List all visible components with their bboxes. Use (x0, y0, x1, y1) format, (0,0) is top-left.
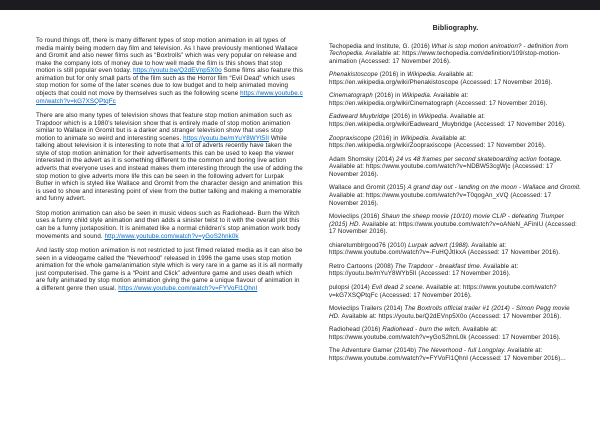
text-run: The Neverhood - full Longplay. (417, 347, 506, 355)
bibliography-column (329, 25, 582, 369)
bibliography-entry (329, 71, 582, 86)
bibliography-entry (329, 263, 582, 278)
text-run: Lurpak advert (1988). (408, 241, 470, 249)
essay-paragraph (36, 37, 303, 105)
text-run: Retro Cartoons (2008) (328, 262, 395, 270)
text-run: While talking about television it is interesting to note that a lot of adverts recently have taken the style of stop motion animation for their advertisements this can be used to keep the viewer interested in the advert as it is something different to the common and boring live action adverts that everyone uses and instead makes them interesting through the use of adding the stop motion to give adverts more life this can be seen in the following advert for Lurpak Butter in which is styled like Wallace and Gromit from the character design and animation this is used to show and interesting point of view from the butter talking and making a memorable and funny advert. (36, 134, 303, 203)
text-run: (2016) in (377, 71, 408, 79)
text-run: Zoopraxiscope (328, 134, 372, 142)
text-run: Available at: https://youtu.be/mYuY8WYb5II (Accessed: 17 November 2016). (328, 262, 519, 278)
bibliography-entry (329, 156, 582, 179)
text-run: Wikipedia (418, 113, 447, 121)
hyperlink[interactable]: http://www.youtube.com/watch?v=yGoS2hnk0k (104, 232, 239, 240)
document-page (0, 10, 600, 369)
text-run: Shaun the sheep movie (10/10) movie CLIP - defeating Trumper (2015) HD. (328, 213, 564, 228)
text-run: Available at: https://www.youtube.com/watch?v=oANeN_AFinIU (Accessed: 17 November 2016). (328, 220, 577, 236)
essay-column (36, 25, 303, 369)
essay-paragraph (36, 210, 303, 240)
bibliography-entry (329, 326, 582, 341)
text-run: Radiohead (2016) (328, 326, 383, 334)
bibliography-entry (329, 43, 582, 66)
text-run: (2016) in (371, 134, 401, 142)
bibliography-entry (329, 184, 582, 207)
text-run: The Adventure Gamer (2014b) (328, 347, 418, 355)
bibliography-entry (329, 305, 582, 320)
bibliography-entry (329, 135, 582, 150)
text-run: Wikipedia (400, 134, 429, 142)
essay-paragraph (36, 112, 303, 203)
text-run: The Trapdoor - breakfast time. (394, 262, 482, 270)
hyperlink[interactable]: https://www.youtube.com/watch?v=FYVoFl1QhnI (118, 284, 258, 292)
bibliography-entry (329, 347, 582, 362)
text-run: Wikipedia (407, 71, 435, 79)
text-run: . Available at: https://en.wikipedia.org/wiki/Eadweard_Muybridge (Accessed: 17 November 2016). (328, 113, 567, 129)
text-run: . Available at: https://en.wikipedia.org/wiki/Zoopraxiscope (Accessed: 17 November 2016). (328, 134, 546, 150)
text-run: Some films also feature this animation but for only small parts of the film such as the Horror film “Evil Dead” which uses stop motion for some of the later scenes due to low budget and to help animated moving objects that could not move by themselves such as the following scene (36, 67, 303, 97)
text-run: 24 vs 48 frames per second skateboarding action footage. (396, 155, 563, 163)
text-run: Available at: https://www.youtube.com/watch?v=FYVoFl1QhnI (Accessed: 17 November 2016)... (328, 347, 566, 362)
text-run: Movieclips (2016) (328, 213, 382, 221)
bibliography-entry (329, 242, 582, 257)
essay-paragraph (36, 247, 303, 292)
text-run: Available at: https://youtu.be/Q2dEVnp5X0o (Accessed: 17 November 2016). (340, 312, 562, 320)
text-run: Stop motion animation can also be seen in music videos such as Radiohead- Burn the Witch uses a funny child style animation and then adds a sinister twist to it with the overall plot this can be a funny juxtaposition. It is animated like a normal children’s stop animation work body movements and sound. (36, 209, 301, 240)
bibliography-entry (329, 113, 582, 128)
text-run: Radiohead - burn the witch. (382, 326, 462, 334)
text-run: What is stop motion animation? - definition from Techopedia. (328, 42, 569, 58)
text-run: Available at: https://www.techopedia.com/definition/109/stop-motion-animation (Accessed: 17 November 2016). (328, 50, 561, 65)
text-run: Available at: https://www.youtube.com/watch?v=NDBW53cgWjc (Accessed: 17 November 2016). (328, 163, 554, 178)
text-run: Evil dead 2 scene. (371, 284, 425, 292)
text-run: Available at: https://www.youtube.com/watch?v=-FuHQJtIkxA (Accessed: 17 November 2016). (328, 241, 561, 257)
text-run: Eadweard Muybridge (328, 113, 390, 121)
text-run: To round things off, there is many different types of stop motion animation in all types of media mainly being modern day film and television. As I have previously mentioned Wallace and Gromit and also newer films such as “Boxtrolls” which was very popular on release and make the company lots of money due to how well made the film is this shows that stop motion is still popular even today. (36, 37, 298, 75)
bibliography-entry (329, 284, 582, 299)
text-run: pulopsi (2014) (328, 284, 372, 292)
text-run: There are also many types of television shows that feature stop motion animation such as Trapdoor which is a 1980’s television show that is entirely made of stop motion animation similar to Wallace in Gromit but is a darker and stranger television show that uses stop motion to animate so weird and interesting scenes. (36, 112, 292, 142)
text-run: Phenakistoscope (328, 71, 378, 79)
text-run: Movieclips Trailers (2014) (328, 305, 405, 313)
text-run: The Boxtrolls official trailer #1 (2014) - Simon Pegg movie HD. (328, 305, 570, 320)
text-run: Techopedia and Institute, G. (2016) (328, 42, 432, 50)
text-run: A grand day out - landing on the moon - Wallace and Gromit. (407, 184, 582, 192)
text-run: Available at: https://www.youtube.com/watch?v=yGoS2hnL0k (Accessed: 17 November 2016). (328, 326, 561, 341)
text-run: Available at: https://www.youtube.com/watch?v=T0qogAn_xVQ (Accessed: 17 November 2016). (328, 191, 552, 207)
text-run: Wallace and Gromit (2015) (328, 184, 408, 192)
hyperlink[interactable]: https://youtu.be/Q2dEVnp5X0o (133, 67, 222, 75)
text-run: Adam Shomsky (2014) (328, 155, 397, 163)
window-top-bar (0, 0, 600, 10)
text-run: (2016) in (372, 92, 403, 100)
bibliography-list (329, 43, 582, 363)
text-run: And lastly stop motion animation is not restricted to just filmed related media as it can also be seen in a videogame called the “Neverhood” released in 1996 the game uses stop motion animation for the whole game/animation style which is very rare in a game as it is all normally just computerised. The game is a “Point and Click” adventure game and uses death which are fully animated by stop motion animation giving the game a unique flavour of animation in a different genre then usual. (36, 247, 303, 292)
text-run: . Available at: https://en.wikipedia.org/wiki/Cinematograph (Accessed: 17 November 2016). (328, 92, 548, 107)
bibliography-title: Bibliography. (432, 25, 479, 32)
text-run: Wikipedia (402, 92, 430, 100)
text-run: (2016) in (389, 113, 419, 121)
hyperlink[interactable]: https://youtu.be/mYuY8WYt5II (183, 134, 270, 142)
text-run: chiaretumblrgood76 (2010) (328, 241, 409, 249)
text-run: Cinematograph (328, 92, 373, 100)
text-run: . Available at: https://en.wikipedia.org/wiki/Phenakistoscope (Accessed: 17 November 2016). (328, 71, 553, 86)
hyperlink[interactable]: https://www.youtube.com/watch?v=kG7XSQPtqFc (36, 89, 303, 105)
bibliography-entry (329, 92, 582, 107)
text-run: Available at: https://www.youtube.com/watch?v=kG7XSQPtqFc (Accessed: 17 November 2016). (328, 284, 557, 299)
bibliography-entry (329, 213, 582, 236)
